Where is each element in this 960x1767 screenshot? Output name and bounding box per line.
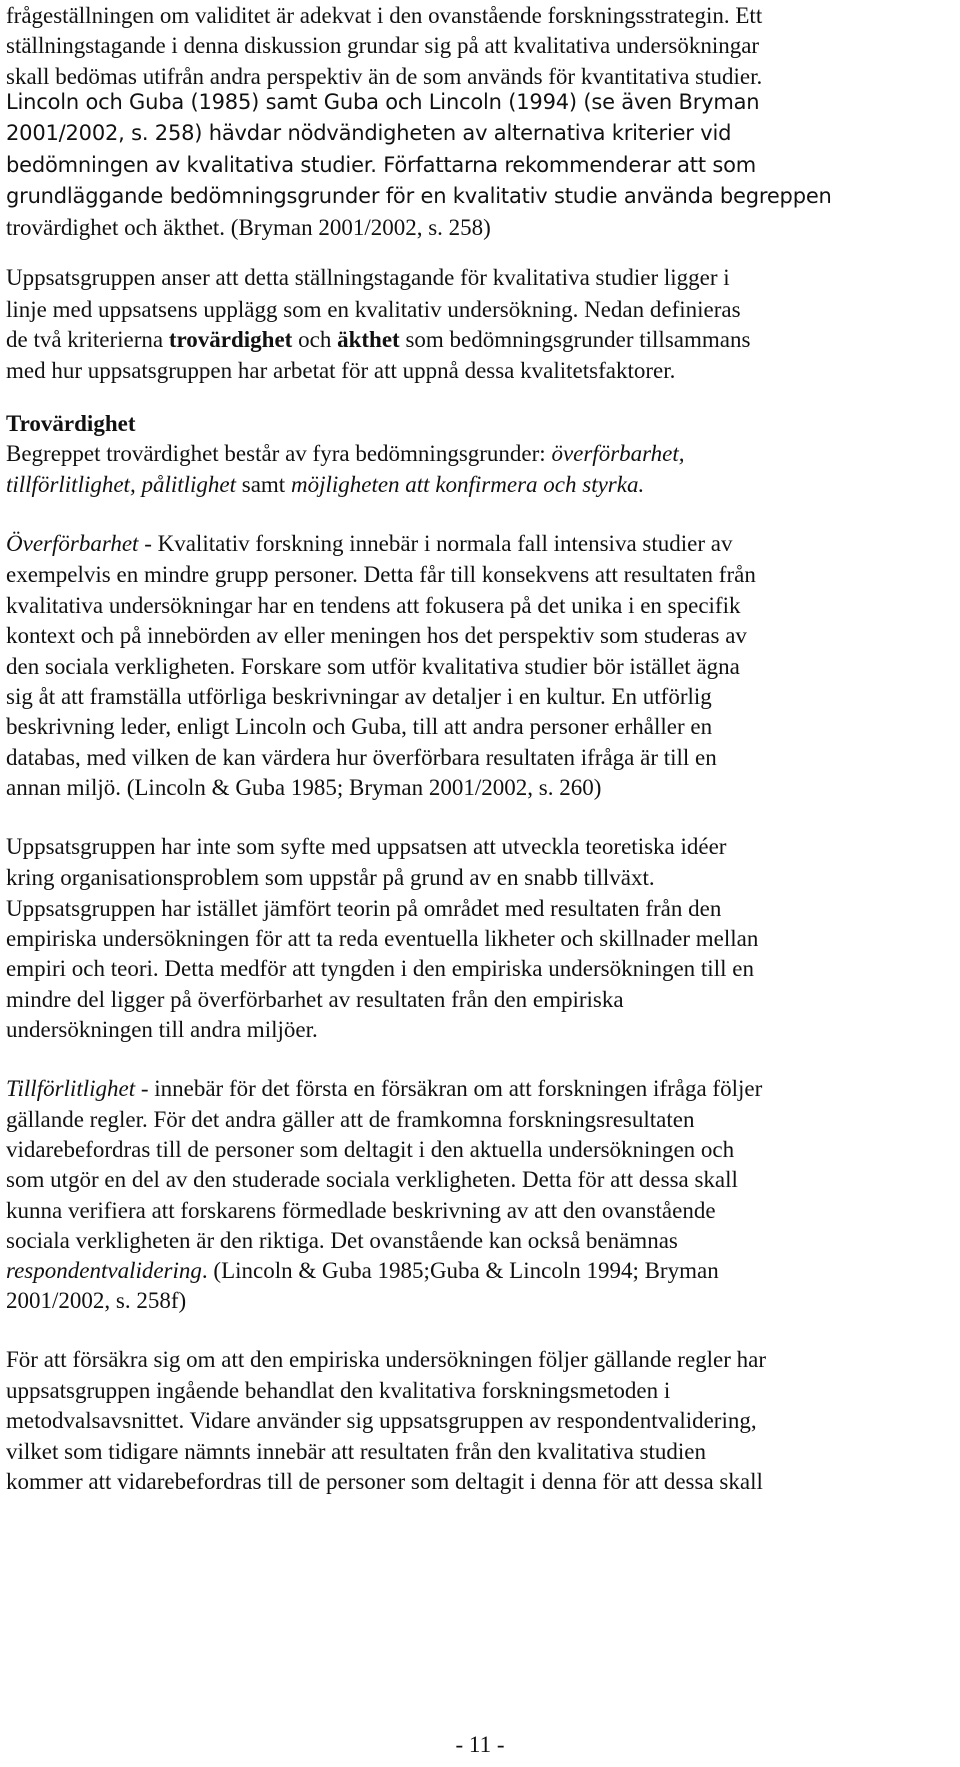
paragraph-line: uppsatsgruppen ingående behandlat den kvalitativa forskningsmetoden i	[6, 1378, 671, 1403]
paragraph-line: kvalitativa undersökningar har en tendens att fokusera på det unika i en specifik	[6, 593, 741, 618]
paragraph-line: sociala verkligheten är den riktiga. Det ovanstående kan också benämnas	[6, 1228, 678, 1253]
paragraph-line	[6, 528, 732, 560]
paragraph-line: som utgör en del av den studerade sociala verkligheten. Detta för att dessa skall	[6, 1167, 738, 1192]
paragraph-line	[6, 324, 750, 356]
italic-term: tillförlitlighet, pålitlighet	[6, 472, 236, 497]
paragraph-line: linje med uppsatsens upplägg som en kvalitativ undersökning. Nedan definieras	[6, 297, 741, 322]
text-run: samt	[236, 472, 291, 497]
page-number: - 11 -	[455, 1732, 505, 1757]
bold-term-trovardighet: trovärdighet	[168, 327, 293, 352]
paragraph-line: vidarebefordras till de personer som deltagit i den aktuella undersökningen och	[6, 1137, 735, 1162]
paragraph-line: trovärdighet och äkthet. (Bryman 2001/2002, s. 258)	[6, 215, 491, 240]
paragraph-line: kommer att vidarebefordras till de personer som deltagit i denna för att dessa skall	[6, 1469, 763, 1494]
paragraph-line: databas, med vilken de kan värdera hur överförbara resultaten ifråga är till en	[6, 745, 717, 770]
paragraph-line: med hur uppsatsgruppen har arbetat för att uppnå dessa kvalitetsfaktorer.	[6, 358, 676, 383]
paragraph-line: undersökningen till andra miljöer.	[6, 1017, 318, 1042]
italic-term: Överförbarhet	[6, 531, 139, 556]
paragraph-line: annan miljö. (Lincoln & Guba 1985; Bryman 2001/2002, s. 260)	[6, 775, 602, 800]
paragraph-line: exempelvis en mindre grupp personer. Detta får till konsekvens att resultaten från	[6, 562, 756, 587]
paragraph-line: frågeställningen om validitet är adekvat i den ovanstående forskningsstrategin. Ett	[6, 3, 763, 28]
text-run: - innebär för det första en försäkran om att forskningen ifråga följer	[135, 1076, 763, 1101]
paragraph-line: metodvalsavsnittet. Vidare använder sig uppsatsgruppen av respondentvalidering,	[6, 1408, 757, 1433]
paragraph-line	[6, 1255, 719, 1287]
paragraph-line: Uppsatsgruppen anser att detta ställningstagande för kvalitativa studier ligger i	[6, 265, 730, 290]
paragraph-line: Uppsatsgruppen har inte som syfte med uppsatsen att utveckla teoretiska idéer	[6, 834, 727, 859]
paragraph-line: gällande regler. För det andra gäller att de framkomna forskningsresultaten	[6, 1107, 695, 1132]
paragraph-line: empiriska undersökningen för att ta reda eventuella likheter och skillnader mellan	[6, 926, 759, 951]
italic-term: överförbarhet,	[551, 441, 685, 466]
italic-term: Tillförlitlighet	[6, 1076, 136, 1101]
bold-term-akthet: äkthet	[337, 327, 400, 352]
paragraph-line: kunna verifiera att forskarens förmedlade beskrivning av att den ovanstående	[6, 1198, 716, 1223]
text-run: och	[292, 327, 338, 352]
italic-term: möjligheten att konfirmera och styrka.	[290, 472, 645, 497]
text-run: . (Lincoln & Guba 1985;Guba & Lincoln 1994; Bryman	[201, 1258, 719, 1283]
paragraph-line: vilket som tidigare nämnts innebär att resultaten från den kvalitativa studien	[6, 1439, 707, 1464]
paragraph-line: För att försäkra sig om att den empiriska undersökningen följer gällande regler har	[6, 1347, 767, 1372]
italic-term: respondentvalidering	[6, 1258, 202, 1283]
paragraph-line: beskrivning leder, enligt Lincoln och Guba, till att andra personer erhåller en	[6, 714, 713, 739]
paragraph-line: empiri och teori. Detta medför att tyngden i den empiriska undersökningen till en	[6, 956, 754, 981]
paragraph-line	[6, 469, 644, 501]
paragraph-line: Lincoln och Guba (1985) samt Guba och Lincoln (1994) (se även Bryman	[6, 90, 760, 114]
paragraph-line: den sociala verkligheten. Forskare som utför kvalitativa studier bör istället ägna	[6, 654, 740, 679]
section-heading: Trovärdighet	[6, 411, 136, 436]
paragraph-line: ställningstagande i denna diskussion grundar sig på att kvalitativa undersökningar	[6, 33, 760, 58]
paragraph-line: sig åt att framställa utförliga beskrivningar av detaljer i en kultur. En utförlig	[6, 684, 712, 709]
paragraph-line: kontext och på innebörden av eller meningen hos det perspektiv som studeras av	[6, 623, 747, 648]
paragraph-line: 2001/2002, s. 258f)	[6, 1288, 187, 1313]
text-run: Begreppet trovärdighet består av fyra bedömningsgrunder:	[6, 441, 552, 466]
paragraph-line: skall bedömas utifrån andra perspektiv än de som används för kvantitativa studier.	[6, 64, 763, 89]
paragraph-line	[6, 438, 685, 470]
text-run: de två kriterierna	[6, 327, 169, 352]
paragraph-line: grundläggande bedömningsgrunder för en kvalitativ studie använda begreppen	[6, 184, 832, 208]
text-run: - Kvalitativ forskning innebär i normala fall intensiva studier av	[138, 531, 733, 556]
paragraph-line: 2001/2002, s. 258) hävdar nödvändigheten av alternativa kriterier vid	[6, 121, 732, 145]
paragraph-line: kring organisationsproblem som uppstår på grund av en snabb tillväxt.	[6, 865, 655, 890]
paragraph-line: mindre del ligger på överförbarhet av resultaten från den empiriska	[6, 987, 624, 1012]
text-run: som bedömningsgrunder tillsammans	[399, 327, 751, 352]
paragraph-line: bedömningen av kvalitativa studier. Författarna rekommenderar att som	[6, 153, 756, 177]
paragraph-line	[6, 1073, 762, 1105]
paragraph-line: Uppsatsgruppen har istället jämfört teorin på området med resultaten från den	[6, 896, 722, 921]
